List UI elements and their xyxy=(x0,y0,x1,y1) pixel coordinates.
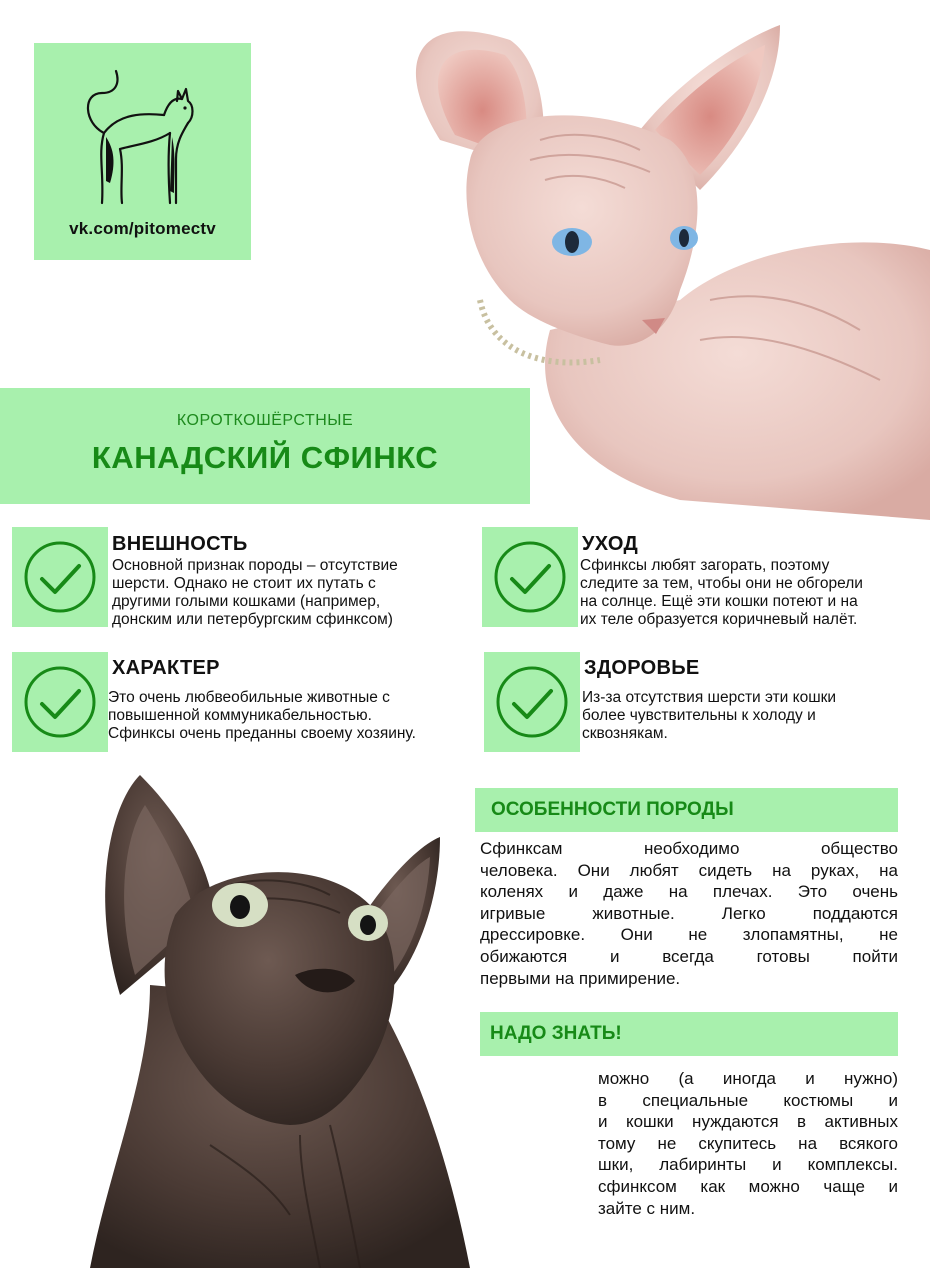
breed-title: КАНАДСКИЙ СФИНКС xyxy=(91,440,439,475)
cat-photo-bottom xyxy=(0,745,480,1268)
logo xyxy=(34,43,251,260)
text-line: Сфинксы очень преданны своему хозяину. xyxy=(108,725,416,742)
text-line: Сфинксам необходимо общество xyxy=(480,839,898,858)
text-line: игривые животные. Легко поддаются xyxy=(480,903,898,923)
feature-character-badge xyxy=(12,652,108,752)
text-line: повышенной коммуникабельностью. xyxy=(108,707,372,724)
feature-care-title: УХОД xyxy=(582,533,639,555)
text-line: шки, лабиринты и комплексы. xyxy=(598,1155,898,1175)
check-circle-icon xyxy=(22,539,98,615)
feature-appearance-title: ВНЕШНОСТЬ xyxy=(112,533,248,555)
text-line: тому не скупитесь на всякого xyxy=(598,1133,898,1153)
text-line: и кошки нуждаются в активных xyxy=(598,1112,898,1132)
check-circle-icon xyxy=(22,664,98,740)
text-line: шерсти. Однако не стоит их путать с xyxy=(112,575,376,592)
text-line: зайте с ним. xyxy=(598,1198,696,1218)
text-line: следите за тем, чтобы они не обгорели xyxy=(580,575,863,592)
text-line: другими голыми кошками (например, xyxy=(112,593,381,610)
feature-health-text xyxy=(582,689,912,743)
text-line: Из-за отсутствия шерсти эти кошки xyxy=(582,689,837,706)
title-band xyxy=(0,388,530,504)
feature-health-badge xyxy=(484,652,580,752)
must-know-text xyxy=(598,1068,898,1219)
text-line: первыми на примирение. xyxy=(480,968,681,988)
features-section-header: ОСОБЕННОСТИ ПОРОДЫ xyxy=(475,788,898,832)
feature-character-title: ХАРАКТЕР xyxy=(112,657,220,679)
text-line: на солнце. Ещё эти кошки потеют и на xyxy=(580,593,858,610)
text-line: Сфинксы любят загорать, поэтому xyxy=(580,557,830,574)
text-line: Основной признак породы – отсутствие xyxy=(112,557,398,574)
feature-character-text xyxy=(108,689,478,743)
feature-care-badge xyxy=(482,527,578,627)
text-line: в специальные костюмы и xyxy=(598,1090,898,1110)
breed-category: КОРОТКОШЁРСТНЫЕ xyxy=(176,412,354,429)
text-line: дрессировке. Они не злопамятны, не xyxy=(480,925,898,945)
text-line: сквознякам. xyxy=(582,725,668,742)
text-line: обижаются и всегда готовы пойти xyxy=(480,946,898,966)
check-circle-icon xyxy=(494,664,570,740)
text-line: человека. Они любят сидеть на руках, на xyxy=(480,860,898,880)
text-line: коленях и даже на плечах. Это очень xyxy=(480,882,898,902)
feature-appearance-text xyxy=(112,557,472,629)
cat-outline-icon xyxy=(64,63,224,223)
feature-health-title: ЗДОРОВЬЕ xyxy=(584,657,700,679)
text-line: их теле образуется коричневый налёт. xyxy=(580,611,858,628)
check-circle-icon xyxy=(492,539,568,615)
text-line: более чувствительны к холоду и xyxy=(582,707,816,724)
feature-care-text xyxy=(580,557,925,629)
text-line: Это очень любвеобильные животные с xyxy=(108,689,390,706)
text-line: сфинксом как можно чаще и xyxy=(598,1176,898,1196)
text-line: донским или петербургским сфинксом) xyxy=(112,611,393,628)
text-line: можно (а иногда и нужно) xyxy=(598,1069,898,1088)
feature-appearance-badge xyxy=(12,527,108,627)
must-know-header: НАДО ЗНАТЬ! xyxy=(480,1012,898,1056)
features-section-text xyxy=(480,838,898,989)
logo-url: vk.com/pitomectv xyxy=(69,219,216,238)
